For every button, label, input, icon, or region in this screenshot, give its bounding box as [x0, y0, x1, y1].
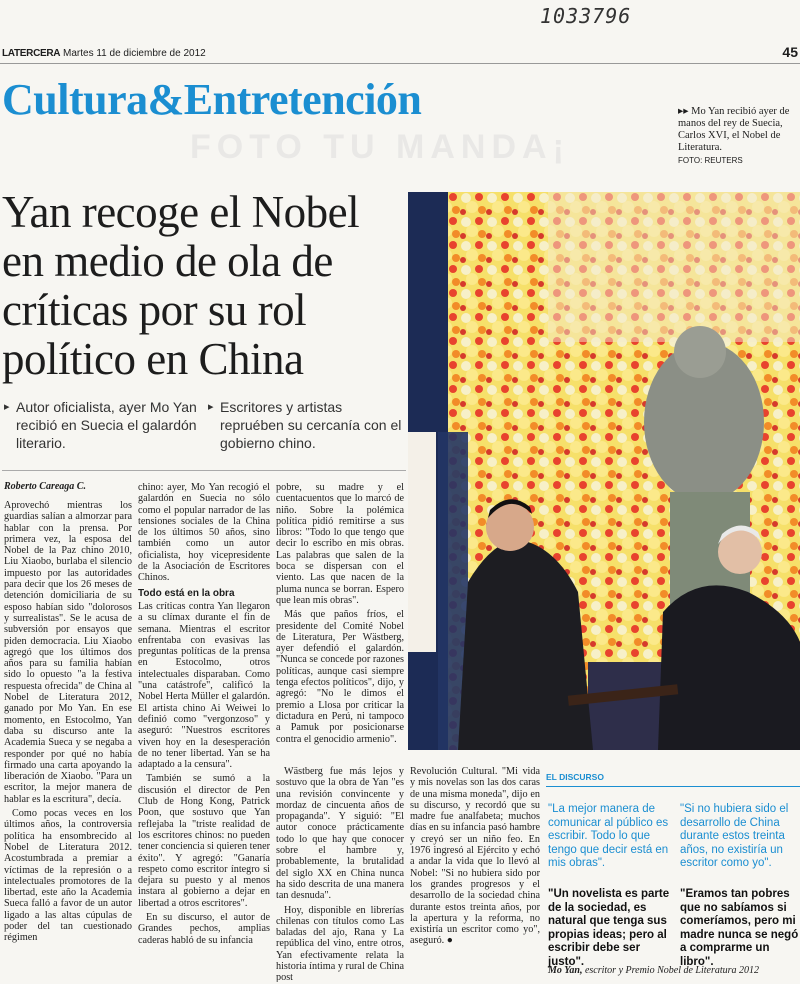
- article-headline: Yan recoge el Nobel en medio de ola de críticas por su rol político en China: [2, 187, 360, 384]
- divider: [2, 470, 406, 471]
- show-through-text: FOTO TU MANDA¡: [190, 128, 570, 166]
- body-column-1: [4, 500, 132, 980]
- body-paragraph: En su discurso, el autor de Grandes pechos, amplias caderas habló de su infancia: [138, 911, 270, 946]
- publication-dateline: [2, 48, 206, 59]
- body-column-2: [138, 482, 270, 978]
- body-paragraph: chino: ayer, Mo Yan recogió el galardón en Suecia no sólo como el popular narrador de las tensiones sociales de la China de los últimos 50 años, sino también como un autor oficialista, hoy vicepresidente de la Asociación de Escritores Chinos.: [138, 482, 270, 584]
- deck-1-text: Autor oficialista, ayer Mo Yan recibió en Suecia el galardón literario.: [16, 399, 197, 451]
- pull-quote: "Eramos tan pobres que no sabíamos si comeríamos, pero mi madre nunca se negó a comprarme un libro".: [680, 888, 799, 968]
- sidebar-divider: [546, 786, 800, 787]
- deck-1: [2, 398, 198, 454]
- sidebar-label: EL DISCURSO: [546, 772, 604, 782]
- attribution-name: Mo Yan,: [548, 965, 583, 976]
- body-paragraph: Aprovechó mientras los guardias salían a almorzar para hablar con la prensa. Por primera vez, la esposa del Nobel de la Paz chino 2010, Liu Xiaobo, burlaba el silencio impuesto por las autoridades para decir que los 26 meses de detención domiciliaria de su esposo habían sido "dolorosos y surrealistas". Se le acusa de subversión por ensayos que piden democracia. Liu Xiaobo agregó que los últimos dos años para su familia habían sido lo opuesto "a la festiva respuesta ofrecida" de China al Nobel de Literatura 2012, ganado por Mo Yan. En ese momento, en Estocolmo, Yan daba su discurso ante la Academia Sueca y se negaba a responder por qué no había firmado una carta apoyando la liberación de Xiaobo. "Para un escritor, la mejor manera de hablar es la escritura", decía.: [4, 500, 132, 805]
- photo-illustration: [408, 192, 800, 750]
- body-column-3: [276, 482, 404, 766]
- body-paragraph: Como pocas veces en los últimos años, la controversia política ha ensombrecido al Nobel de Literatura 2012. Acostumbrada a premiar a víctimas de la represión o a intelectuales promotores de la libertad, este año la Academia Sueca falló a favor de un autor ligado a las altas cúpulas de poder del tan cuestionado régimen: [4, 808, 132, 944]
- body-paragraph: Más que paños fríos, el presidente del Comité Nobel de Literatura, Per Wästberg, ayer defendió el galardón. "Nunca se concede por razones políticas, aunque casi siempre tenga efectos políticos", dijo, y agregó: "No le dimos el premio a Llosa por criticar la dictadura en Perú, ni tampoco a Pamuk por posicionarse contra el genocidio armenio".: [276, 609, 404, 745]
- body-column-5: [410, 766, 540, 982]
- pull-quote: "La mejor manera de comunicar al público es escribir. Todo lo que tengo que decir está en mis obras".: [548, 803, 669, 869]
- photo-caption: [678, 106, 800, 167]
- deck-2: [206, 398, 402, 454]
- subhead: Todo está en la obra: [138, 587, 235, 599]
- deck-2-text: Escritores y artistas repruében su cercanía con el gobierno chino.: [220, 399, 402, 451]
- award-ceremony-photo: [408, 192, 800, 750]
- photo-credit: FOTO: REUTERS: [678, 156, 743, 165]
- page-number: 45: [782, 44, 798, 60]
- body-paragraph: Las críticas contra Yan llegaron a su clímax durante el fin de semana. Mientras el escritor enfrentaba con evasivas las preguntas políticas de la prensa en Estocolmo, otros intelectuales disparaban. Como "una catástrofe", calificó la Nobel Herta Müller el galardón. El artista chino Ai Weiwei lo definió como "vergonzoso" y aseguró: "Nuestros escritores viven hoy en la desesperación de no tener libertad. Yan se ha adaptado a la censura".: [138, 600, 270, 771]
- body-paragraph: Wästberg fue más lejos y sostuvo que la obra de Yan "es una revisión convincente y mordaz de cincuenta años de propaganda". Y siguió: "El autor conoce prácticamente todo lo que hay que conocer sobre el hambre y, probablemente, la brutalidad del siglo XX en China nunca ha sido descrita de una manera tan desnuda".: [276, 766, 404, 902]
- quote-attribution: [548, 965, 759, 976]
- triangle-bullet-icon: ▸: [4, 401, 10, 413]
- body-paragraph: Hoy, disponible en librerías chilenas con títulos como Las baladas del ajo, Rana y La república del vino, entre otros, Yan efectivamente relata la historia íntima y rural de China post: [276, 904, 404, 982]
- triangle-bullet-icon: ▸: [208, 401, 214, 413]
- publication-date: Martes 11 de diciembre de 2012: [63, 48, 206, 59]
- section-title: Cultura&Entretención: [2, 75, 422, 124]
- body-paragraph: También se sumó a la discusión el director de Pen Club de Hong Kong, Patrick Poon, que sostuvo que Yan reflejaba la "triste realidad de los escritores chinos: no pueden tener conciencia si quieren tener éxito". Y agregó: "Ganaría respeto como escritor íntegro si dejara su puesto y al menos instara al gobierno a dejar en libertad a otros escritores".: [138, 773, 270, 909]
- body-paragraph: pobre, su madre y el cuentacuentos que lo marcó de niño. Sobre la polémica política pidió remitirse a sus libros: "Todo lo que tengo que decir lo escribo en mis obras. Las palabras que salen de la boca se dispersan con el viento. Las que nacen de la pluma nunca se borran. Espero que lean mis obras".: [276, 482, 404, 606]
- caption-text: Mo Yan recibió ayer de manos del rey de Suecia, Carlos XVI, el Nobel de Literatura.: [678, 106, 790, 153]
- caption-arrow-icon: ▸▸: [678, 106, 689, 117]
- body-paragraph: Revolución Cultural. "Mi vida y mis novelas son las dos caras de una misma moneda", dijo en su discurso, y recordó que su madre fue analfabeta; muchos días en su infancia pasó hambre y creyó ser un niño feo. En 1976 ingresó al Ejército y echó a andar la vida que lo llevó al Nobel: "Si no hubiera sido por los grandes progresos y el desarrollo de la sociedad china durante estos treinta años, por la apertura y la reforma, no existiría un escritor como yo", aseguró. ●: [410, 766, 540, 947]
- publication-name: LATERCERA: [2, 48, 61, 59]
- handwritten-archive-number: 1033796: [540, 4, 632, 28]
- attribution-role: escritor y Premio Nobel de Literatura 2012: [584, 965, 760, 976]
- page-header-bar: [0, 44, 800, 64]
- body-column-4: [276, 766, 404, 982]
- pull-quote: "Si no hubiera sido el desarrollo de China durante estos treinta años, no existiría un escritor como yo".: [680, 803, 789, 869]
- subheadline-decks: [2, 398, 402, 454]
- byline: Roberto Careaga C.: [4, 481, 86, 492]
- pull-quote: "Un novelista es parte de la sociedad, es natural que tenga sus propias ideas; pero al escribir debe ser justo".: [548, 888, 670, 968]
